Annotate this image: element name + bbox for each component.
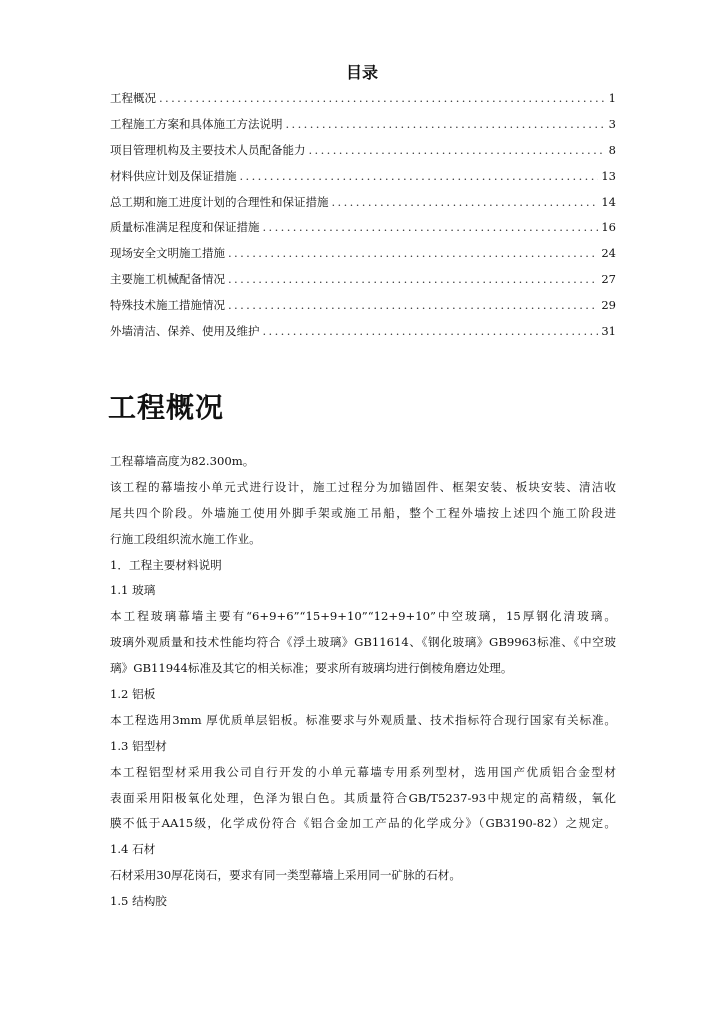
toc-leader-dots xyxy=(240,169,599,183)
toc-entry[interactable] xyxy=(110,90,616,116)
toc-entry-text: 工程施工方案和具体施工方法说明 xyxy=(110,116,283,131)
toc-entry-text: 现场安全文明施工措施 xyxy=(110,246,225,261)
toc-entry-page: 13 xyxy=(601,168,616,183)
body-text-line: 行施工段组织流水施工作业。 xyxy=(110,531,261,546)
toc-entry-page: 29 xyxy=(601,298,616,313)
toc-leader-dots xyxy=(228,246,598,260)
body-text-line: 该工程的幕墙按小单元式进行设计，施工过程分为加锚固件、框架安装、板块安装、清洁收 xyxy=(110,479,616,494)
toc-entry-text: 项目管理机构及主要技术人员配备能力 xyxy=(110,142,306,157)
body-text-line: 本工程铝型材采用我公司自行开发的小单元幕墙专用系列型材，选用国产优质铝合金型材 xyxy=(110,764,616,779)
body-text-line: 1．工程主要材料说明 xyxy=(110,557,222,572)
toc-entry[interactable] xyxy=(110,323,616,349)
body-text-line: 尾共四个阶段。外墙施工使用外脚手架或施工吊船，整个工程外墙按上述四个施工阶段进 xyxy=(110,505,616,520)
body-text-line: 工程幕墙高度为82.300m。 xyxy=(110,454,255,468)
toc-entry-page: 14 xyxy=(601,194,616,209)
body-text-line: 1.4 石材 xyxy=(110,842,156,857)
toc-entry[interactable] xyxy=(110,245,616,271)
body-text-line: 本工程选用3mm 厚优质单层铝板。标准要求与外观质量、技术指标符合现行国家有关标准。 xyxy=(110,712,616,727)
toc-entry[interactable] xyxy=(110,297,616,323)
toc-entry-page: 16 xyxy=(601,220,616,235)
toc-entry[interactable] xyxy=(110,142,616,168)
toc-entry-page: 8 xyxy=(608,142,616,157)
body-text-line: 1.3 铝型材 xyxy=(110,738,167,753)
toc-leader-dots xyxy=(159,91,606,105)
toc-entry-text: 特殊技术施工措施情况 xyxy=(110,298,225,313)
body-text-line: 1.1 玻璃 xyxy=(110,583,156,598)
toc-leader-dots xyxy=(286,117,606,131)
toc-leader-dots xyxy=(309,143,606,157)
table-of-contents xyxy=(110,90,616,349)
body-text-line: 1.5 结构胶 xyxy=(110,894,167,909)
section-body xyxy=(110,449,616,915)
toc-entry-text: 材料供应计划及保证措施 xyxy=(110,168,237,183)
toc-entry-page: 27 xyxy=(601,272,616,287)
body-text-line: 石材采用30厚花岗石，要求有同一类型幕墙上采用同一矿脉的石材。 xyxy=(110,868,461,883)
toc-leader-dots xyxy=(228,272,598,286)
toc-entry-page: 24 xyxy=(601,246,616,261)
section-heading: 工程概况 xyxy=(108,391,225,424)
toc-leader-dots xyxy=(263,324,599,338)
body-text-line: 玻璃外观质量和技术性能均符合《浮土玻璃》GB11614、《钢化玻璃》GB9963标准、《中空玻 xyxy=(110,635,616,650)
toc-leader-dots xyxy=(228,298,598,312)
toc-entry[interactable] xyxy=(110,168,616,194)
body-text-line: 1.2 铝板 xyxy=(110,687,156,702)
body-text-line: 膜不低于AA15级，化学成份符合《铝合金加工产品的化学成分》（GB3190-82）之规定。 xyxy=(110,816,616,831)
toc-entry-text: 质量标准满足程度和保证措施 xyxy=(110,220,260,235)
toc-entry-text: 工程概况 xyxy=(110,91,156,105)
toc-leader-dots xyxy=(263,220,599,234)
toc-leader-dots xyxy=(332,195,599,209)
toc-entry[interactable] xyxy=(110,116,616,142)
toc-entry-page: 31 xyxy=(601,324,616,339)
toc-entry-text: 总工期和施工进度计划的合理性和保证措施 xyxy=(110,194,329,209)
toc-entry-page: 1 xyxy=(608,91,616,105)
toc-entry[interactable] xyxy=(110,194,616,220)
body-text-line: 璃》GB11944标准及其它的相关标准；要求所有玻璃均进行倒棱角磨边处理。 xyxy=(110,661,513,676)
toc-entry[interactable] xyxy=(110,271,616,297)
toc-entry-text: 主要施工机械配备情况 xyxy=(110,272,225,287)
toc-entry-text: 外墙清洁、保养、使用及维护 xyxy=(110,324,260,339)
body-text-line: 本工程玻璃幕墙主要有“6+9+6”“15+9+10”“12+9+10”中空玻璃，15厚钢化清玻璃。 xyxy=(110,609,616,624)
toc-entry[interactable] xyxy=(110,219,616,245)
body-text-line: 表面采用阳极氧化处理，色泽为银白色。其质量符合GB/T5237-93中规定的高精级，氧化 xyxy=(110,790,616,805)
toc-entry-page: 3 xyxy=(608,116,616,131)
toc-title: 目录 xyxy=(345,63,378,82)
